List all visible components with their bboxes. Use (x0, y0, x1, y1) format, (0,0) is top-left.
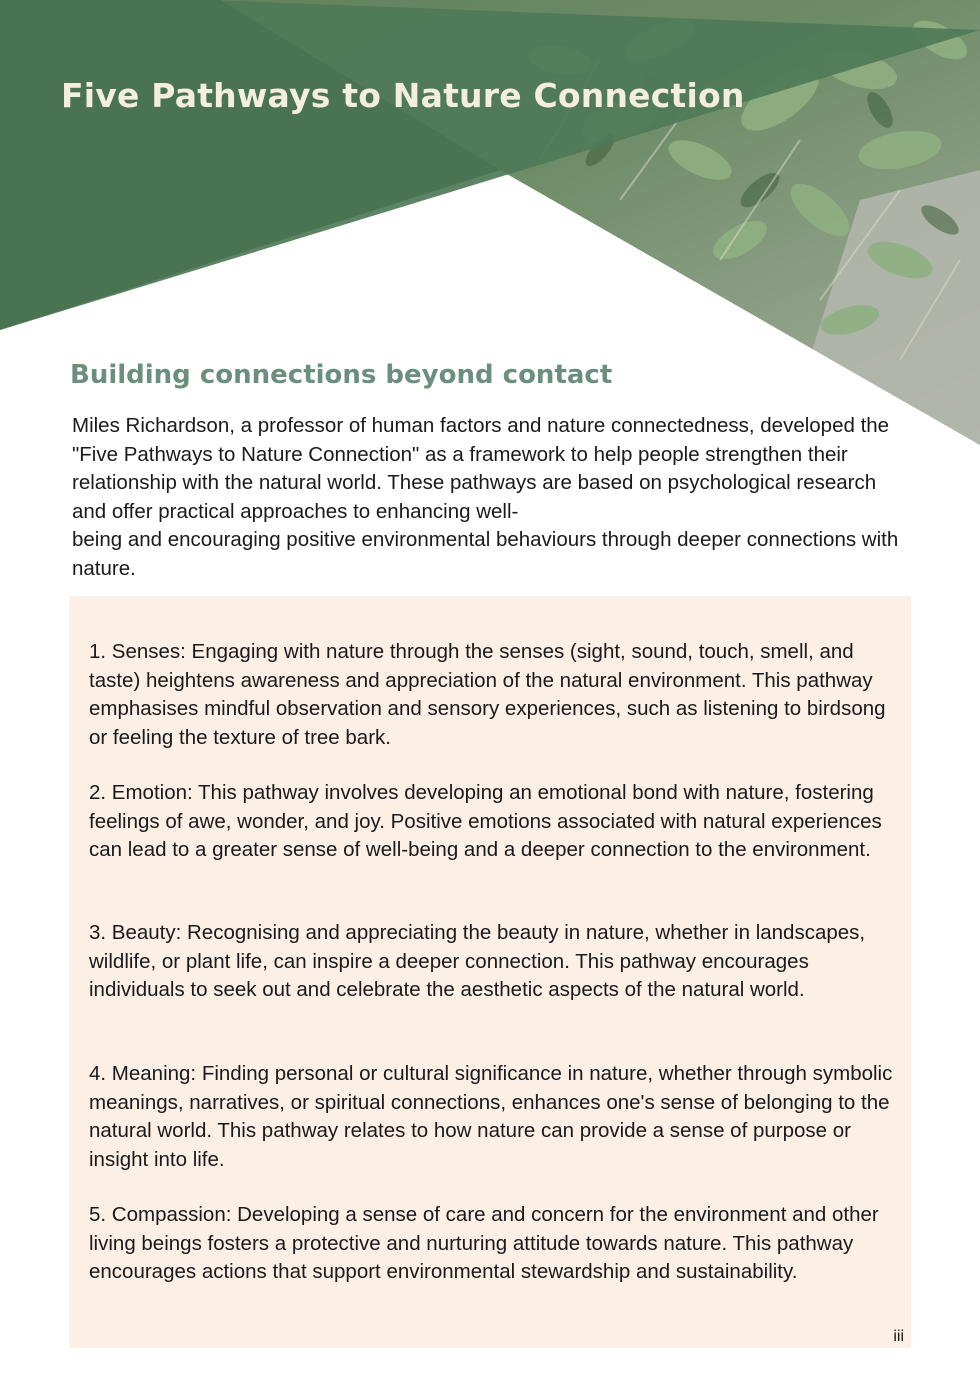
intro-line: being and encouraging positive environmental behaviours through deeper connections with nature. (72, 528, 899, 580)
pathways-panel (69, 596, 911, 1348)
page-title: Five Pathways to Nature Connection (61, 76, 745, 115)
pathway-beauty: 3. Beauty: Recognising and appreciating the beauty in nature, whether in landscapes, wildlife, or plant life, can inspire a deeper connection. This pathway encourages individuals to seek out and celebrate the aesthetic aspects of the natural world. (89, 921, 866, 1001)
pathway-compassion: 5. Compassion: Developing a sense of care and concern for the environment and other living beings fosters a protective and nurturing attitude towards nature. This pathway encourages actions that support environmental stewardship and sustainability. (89, 1203, 879, 1283)
pathway-meaning: 4. Meaning: Finding personal or cultural significance in nature, whether through symbolic meanings, narratives, or spiritual connections, enhances one's sense of belonging to the natural world. This pathway relates to how nature can provide a sense of purpose or insight into life. (89, 1062, 893, 1171)
section-heading: Building connections beyond contact (70, 360, 613, 390)
intro-paragraph (72, 412, 912, 583)
pathway-senses: 1. Senses: Engaging with nature through the senses (sight, sound, touch, smell, and taste) heightens awareness and appreciation of the natural environment. This pathway emphasises mindful observation and sensory experiences, such as listening to birdsong or feeling the texture of tree bark. (89, 640, 886, 749)
pathway-emotion: 2. Emotion: This pathway involves developing an emotional bond with nature, fostering feelings of awe, wonder, and joy. Positive emotions associated with natural experiences can lead to a greater sense of well-being and a deeper connection to the environment. (89, 781, 882, 861)
intro-line: Miles Richardson, a professor of human factors and nature connectedness, developed the "Five Pathways to Nature Connection" as a framework to help people strengthen their relationship with the natural world. These pathways are based on psychological research and offer practical approaches to enhancing well- (72, 414, 890, 523)
page-number: iii (893, 1328, 904, 1345)
